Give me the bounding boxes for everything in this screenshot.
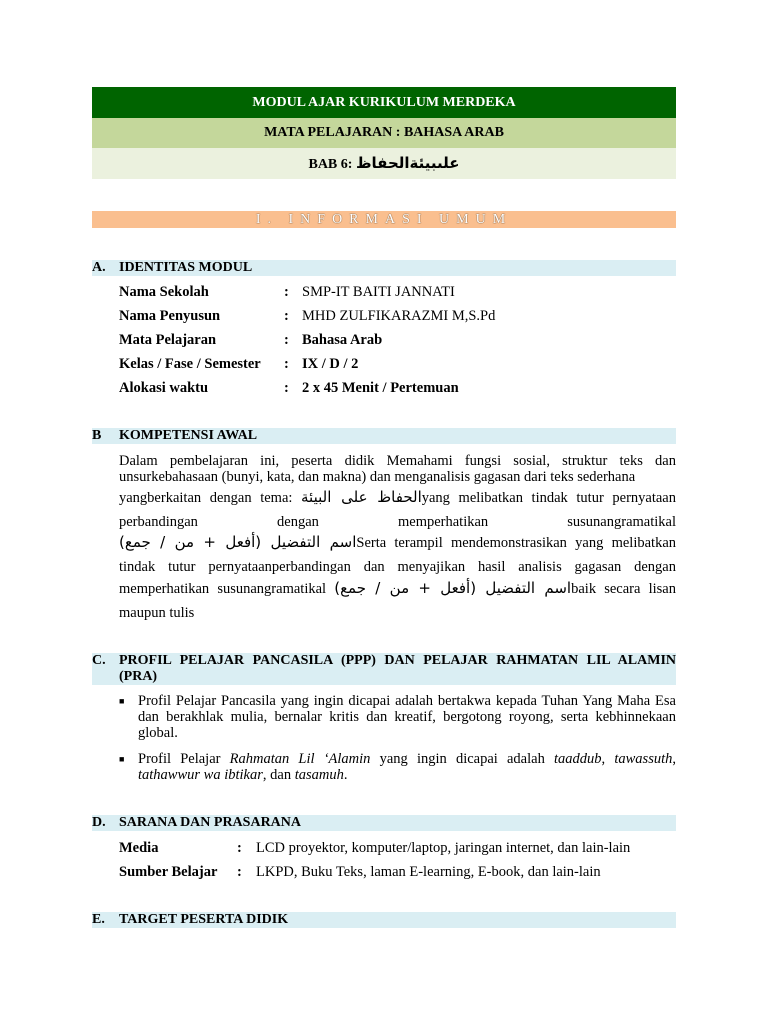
text-run-italic: tawassuth <box>614 751 673 767</box>
chapter-arabic: علىبيئةالحفاظ <box>355 154 460 172</box>
section-b-heading <box>92 428 676 444</box>
competency-paragraph-1: Dalam pembelajaran ini, peserta didik Memahami fungsi sosial, struktur teks dan unsurkebahasaan (bunyi, kata, dan makna) dan menganalisis gagasan dari teks sederhana <box>119 453 676 485</box>
competency-grammar-post: Serta terampil mendemonstrasikan yang melibatkan <box>356 535 676 551</box>
competency-line-end: maupun tulis <box>119 605 195 621</box>
competency-grammar2-pre: memperhatikan susunangramatikal <box>119 581 335 597</box>
section-d-heading <box>92 815 676 831</box>
chapter-title <box>92 148 676 179</box>
competency-analysis-text: tindak tutur pernyataanperbandingan dan menyajikan hasil analisis gagasan dengan <box>119 559 676 575</box>
competency-theme-pre: yangberkaitan dengan tema: <box>119 490 302 506</box>
competency-grammar2-arabic: اسم التفضيل (أفعل + من / جمع) <box>334 579 572 597</box>
section-e-heading <box>92 912 676 928</box>
competency-grammar2-post: baik secara lisan <box>571 581 676 597</box>
identity-label: Alokasi waktu <box>119 380 209 396</box>
section-c-title: PROFIL PELAJAR PANCASILA (PPP) DAN PELAJAR RAHMATAN LIL ALAMIN (PRA) <box>119 653 676 684</box>
section-a-number: A. <box>92 260 106 275</box>
facility-value: LKPD, Buku Teks, laman E-learning, E-book, dan lain-lain <box>256 864 601 880</box>
document-page <box>92 87 676 927</box>
section-d-title: SARANA DAN PRASARANA <box>119 815 302 830</box>
identity-value: SMP-IT BAITI JANNATI <box>302 284 455 300</box>
section-b-title: KOMPETENSI AWAL <box>119 428 258 443</box>
identity-label: Nama Penyusun <box>119 308 221 324</box>
competency-grammar-arabic: اسم التفضيل (أفعل + من / جمع) <box>119 533 357 551</box>
facility-colon: : <box>237 864 242 880</box>
text-run-italic: taaddub <box>554 751 602 767</box>
facility-colon: : <box>237 840 242 856</box>
competency-line-theme <box>119 487 676 507</box>
bullet-square-icon: ■ <box>119 754 125 764</box>
text-run-italic: tasamuh <box>294 767 344 783</box>
text-run: , dan <box>262 767 295 783</box>
competency-theme-post: yang melibatkan tindak tutur pernyataan <box>421 490 676 506</box>
competency-comparison-text: perbandingan dengan memperhatikan susunangramatikal <box>119 514 676 530</box>
competency-line-grammar-2 <box>119 577 676 599</box>
module-title: MODUL AJAR KURIKULUM MERDEKA <box>92 87 676 118</box>
identity-colon: : <box>284 284 289 300</box>
facility-value: LCD proyektor, komputer/laptop, jaringan internet, dan lain-lain <box>256 840 631 856</box>
text-run-italic: Rahmatan Lil ‘Alamin <box>229 751 371 767</box>
text-run: yang ingin dicapai adalah <box>370 751 555 767</box>
section-a-heading <box>92 260 676 276</box>
section-banner: I. INFORMASI UMUM <box>92 211 676 228</box>
identity-label: Kelas / Fase / Semester <box>119 356 261 372</box>
text-run: Profil Pelajar <box>138 751 230 767</box>
facility-label: Media <box>119 840 159 856</box>
chapter-prefix: BAB 6: <box>308 157 356 172</box>
text-run: , <box>601 751 615 767</box>
profile-bullet-text <box>138 751 676 783</box>
competency-line-analysis <box>119 559 676 575</box>
subject-title: MATA PELAJARAN : BAHASA ARAB <box>92 118 676 148</box>
identity-colon: : <box>284 308 289 324</box>
identity-colon: : <box>284 356 289 372</box>
competency-theme-arabic: الحفاظ على البيئة <box>301 488 422 506</box>
text-run: . <box>343 767 348 783</box>
section-e-number: E. <box>92 912 105 927</box>
text-run: , <box>672 751 676 767</box>
text-run-italic: tathawwur wa ibtikar <box>138 767 263 783</box>
facility-label: Sumber Belajar <box>119 864 218 880</box>
identity-value: MHD ZULFIKARAZMI M,S.Pd <box>302 308 496 324</box>
section-b-number: B <box>92 428 102 443</box>
competency-line-grammar <box>119 531 676 553</box>
section-d-number: D. <box>92 815 106 830</box>
identity-colon: : <box>284 332 289 348</box>
bullet-square-icon: ■ <box>119 696 125 706</box>
section-a-title: IDENTITAS MODUL <box>119 260 253 275</box>
identity-label: Mata Pelajaran <box>119 332 217 348</box>
identity-value: 2 x 45 Menit / Pertemuan <box>302 380 459 396</box>
identity-value: IX / D / 2 <box>302 356 359 372</box>
section-c-number: C. <box>92 653 106 668</box>
section-c-heading <box>92 653 676 685</box>
competency-line-comparison <box>119 514 676 530</box>
identity-value: Bahasa Arab <box>302 332 383 348</box>
section-e-title: TARGET PESERTA DIDIK <box>119 912 289 927</box>
profile-bullet-text: Profil Pelajar Pancasila yang ingin dicapai adalah bertakwa kepada Tuhan Yang Maha Esa dan berakhlak mulia, bernalar kritis dan kreatif, bergotong royong, serta kebhinnekaan global. <box>138 693 676 741</box>
identity-colon: : <box>284 380 289 396</box>
identity-label: Nama Sekolah <box>119 284 209 300</box>
